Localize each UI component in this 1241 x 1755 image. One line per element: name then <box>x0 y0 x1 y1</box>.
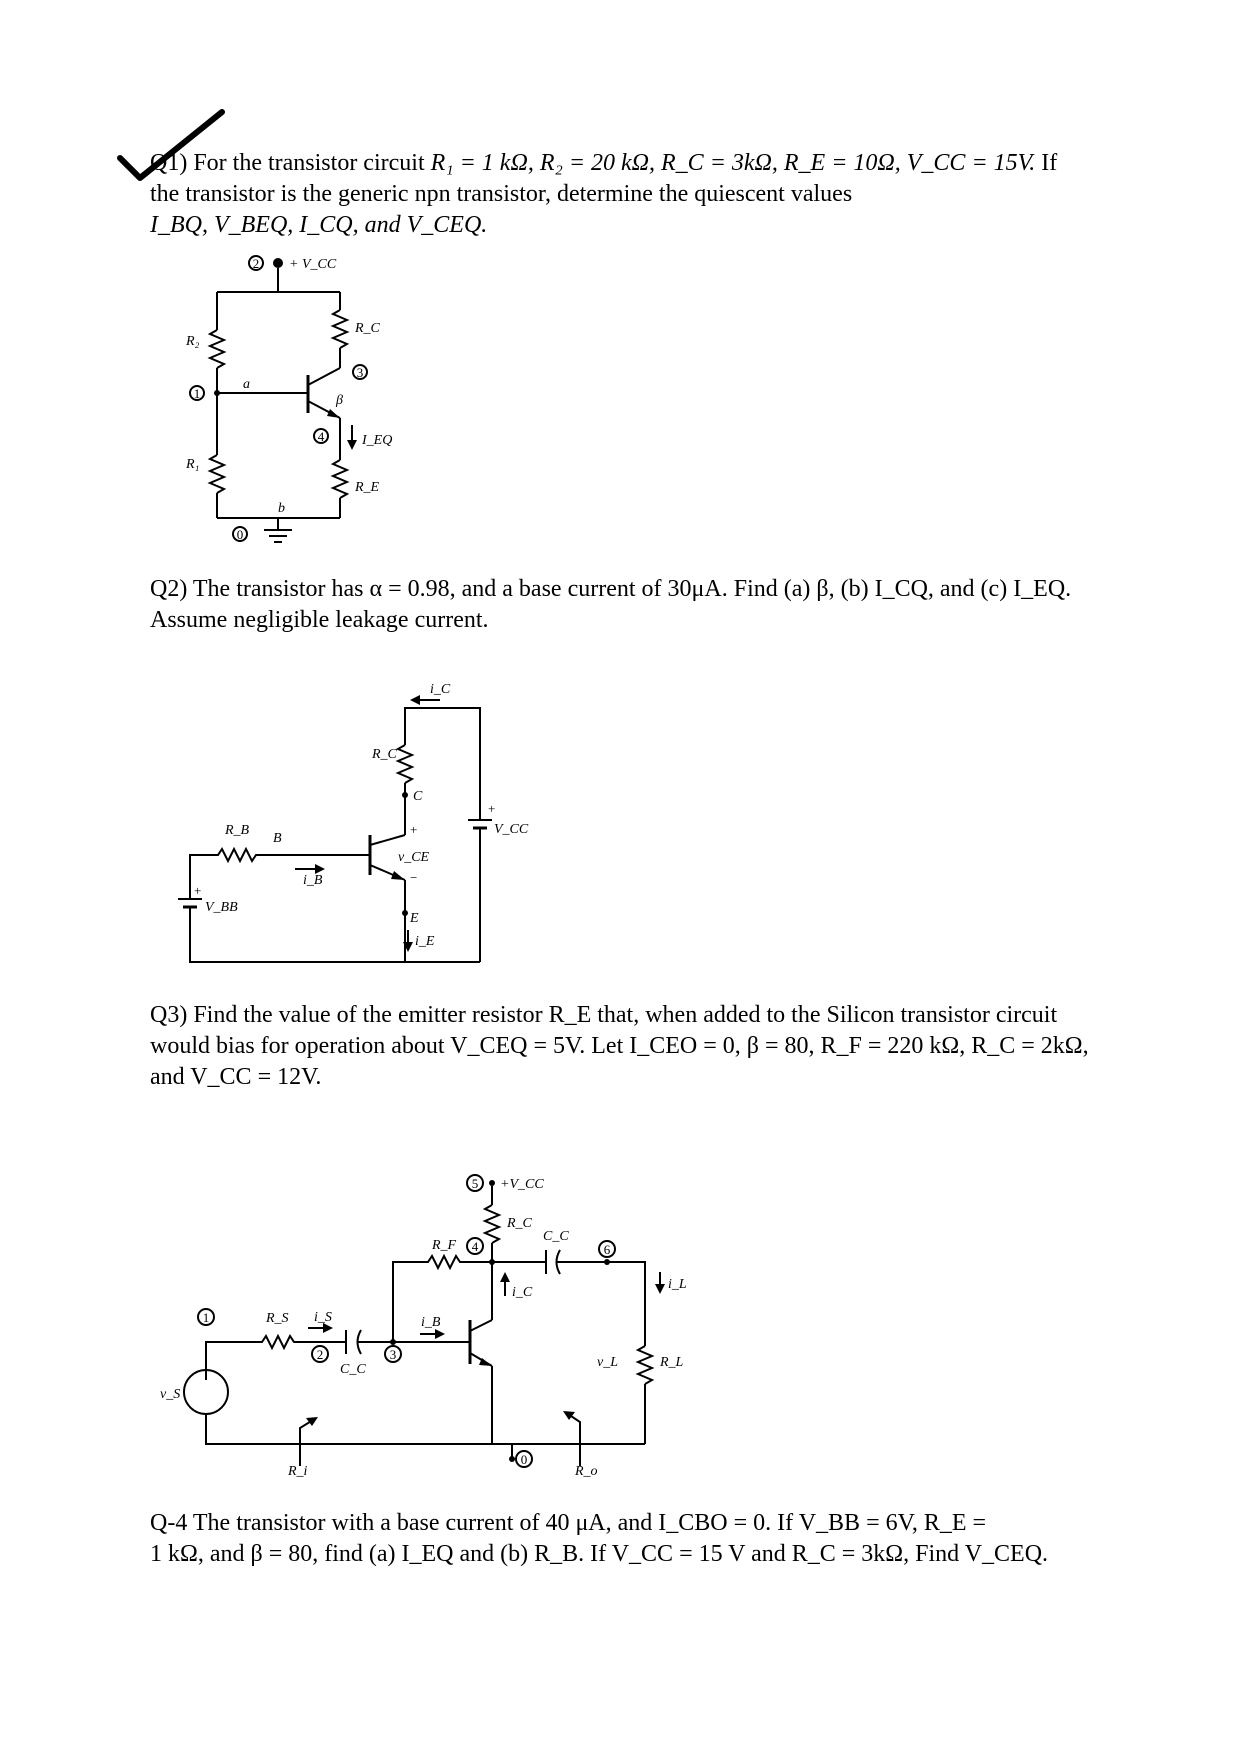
resistor-rc <box>333 310 347 348</box>
circuit-figure-3 <box>160 1175 687 1479</box>
ic-label: i_C <box>430 682 451 697</box>
svg-text:+: + <box>410 822 418 837</box>
collector-label: C <box>413 789 423 804</box>
svg-text:0: 0 <box>236 527 244 542</box>
circuit-figure-2 <box>178 682 529 962</box>
ri-label: R_i <box>288 1464 308 1479</box>
circuit-figure-1 <box>185 256 392 542</box>
r1-label: R₁ <box>186 457 200 472</box>
svg-text:1: 1 <box>193 386 201 401</box>
arrow-down-icon <box>655 1284 665 1294</box>
resistor-rb <box>190 849 370 890</box>
question-1-values: R₁ = 1 kΩ, R₂ = 20 kΩ, R_C = 3kΩ, R_E = 10Ω, V_CC = 15V. <box>430 150 1036 176</box>
question-1-number: Q1) <box>150 150 188 176</box>
arrow-left-icon <box>410 695 420 705</box>
question-4-line-1: Q-4 The transistor with a base current of 40 μA, and I_CBO = 0. If V_BB = 6V, R_E = <box>150 1510 987 1536</box>
svg-text:3: 3 <box>356 365 364 380</box>
vbb-label: V_BB <box>205 900 238 915</box>
ro-label: R_o <box>575 1464 598 1479</box>
vcc-label: + V_CC <box>289 257 337 272</box>
arrow-up-icon <box>500 1272 510 1282</box>
rc-label: R_C <box>507 1216 532 1231</box>
r2-label: R₂ <box>186 334 200 349</box>
rc-label: R_C <box>355 321 380 336</box>
svg-text:+: + <box>194 883 202 898</box>
question-2-line-2: Assume negligible leakage current. <box>150 607 489 633</box>
resistor-rc <box>398 745 412 783</box>
svg-text:4: 4 <box>471 1239 479 1254</box>
question-3-line-2: would bias for operation about V_CEQ = 5V. Let I_CEO = 0, β = 80, R_F = 220 kΩ, R_C = 2kΩ, <box>150 1033 1089 1059</box>
checkmark-icon <box>120 112 222 178</box>
svg-text:−: − <box>410 870 418 885</box>
svg-text:1: 1 <box>202 1310 210 1325</box>
cc-out-label: C_C <box>543 1229 569 1244</box>
rl-label: R_L <box>660 1355 684 1370</box>
resistor-r2 <box>210 330 224 368</box>
vce-label: v_CE <box>398 850 430 865</box>
terminal-dot <box>273 258 283 268</box>
resistor-rl <box>638 1346 652 1384</box>
cc-in-label: C_C <box>340 1362 366 1377</box>
ib-label: i_B <box>303 873 323 888</box>
question-1-line-1: Q1) For the transistor circuit R₁ = 1 kΩ, R₂ = 20 kΩ, R_C = 3kΩ, R_E = 10Ω, V_CC = 15V. If <box>150 150 1058 176</box>
rf-label: R_F <box>432 1238 457 1253</box>
arrow-down-icon <box>347 440 357 450</box>
resistor-r1 <box>210 455 224 493</box>
question-4-line-2: 1 kΩ, and β = 80, find (a) I_EQ and (b) R_B. If V_CC = 15 V and R_C = 3kΩ, Find V_CEQ. <box>150 1541 1049 1567</box>
il-label: i_L <box>668 1277 687 1292</box>
arrow-right-icon <box>435 1329 445 1339</box>
beta-label: β <box>336 393 343 408</box>
is-label: i_S <box>314 1310 332 1325</box>
rs-label: R_S <box>266 1311 289 1326</box>
question-3-line-3: and V_CC = 12V. <box>150 1064 322 1090</box>
node-label: 2 <box>252 256 260 271</box>
resistor-rc <box>485 1205 499 1243</box>
vs-label: v_S <box>160 1387 181 1402</box>
svg-text:2: 2 <box>316 1347 324 1362</box>
vcc-label: V_CC <box>494 822 529 837</box>
question-1-line-3: I_BQ, V_BEQ, I_CQ, and V_CEQ. <box>150 212 488 238</box>
ic-label: i_C <box>512 1285 533 1300</box>
question-3-line-1: Q3) Find the value of the emitter resistor R_E that, when added to the Silicon transistor circuit <box>150 1002 1058 1028</box>
resistor-re <box>333 460 347 498</box>
node-a-label: a <box>243 377 250 392</box>
svg-text:6: 6 <box>603 1242 611 1257</box>
svg-text:0: 0 <box>520 1452 528 1467</box>
svg-text:4: 4 <box>317 429 325 444</box>
base-label: B <box>273 831 282 846</box>
svg-text:3: 3 <box>389 1347 397 1362</box>
node-b-label: b <box>278 501 285 516</box>
question-1-line-2: the transistor is the generic npn transistor, determine the quiescent values <box>150 181 853 207</box>
ie-label: i_E <box>415 934 435 949</box>
vl-label: v_L <box>597 1355 618 1370</box>
svg-text:5: 5 <box>471 1176 479 1191</box>
svg-text:+: + <box>488 801 496 816</box>
re-label: R_E <box>355 480 380 495</box>
question-2-line-1: Q2) The transistor has α = 0.98, and a base current of 30μA. Find (a) β, (b) I_CQ, and (c) I_EQ. <box>150 576 1072 602</box>
rc-label: R_C <box>372 747 397 762</box>
vcc-label: +V_CC <box>500 1177 544 1192</box>
ieq-label: I_EQ <box>362 433 393 448</box>
emitter-label: E <box>410 911 419 926</box>
ib-label: i_B <box>421 1315 441 1330</box>
resistor-rs <box>206 1336 346 1380</box>
rb-label: R_B <box>225 823 250 838</box>
